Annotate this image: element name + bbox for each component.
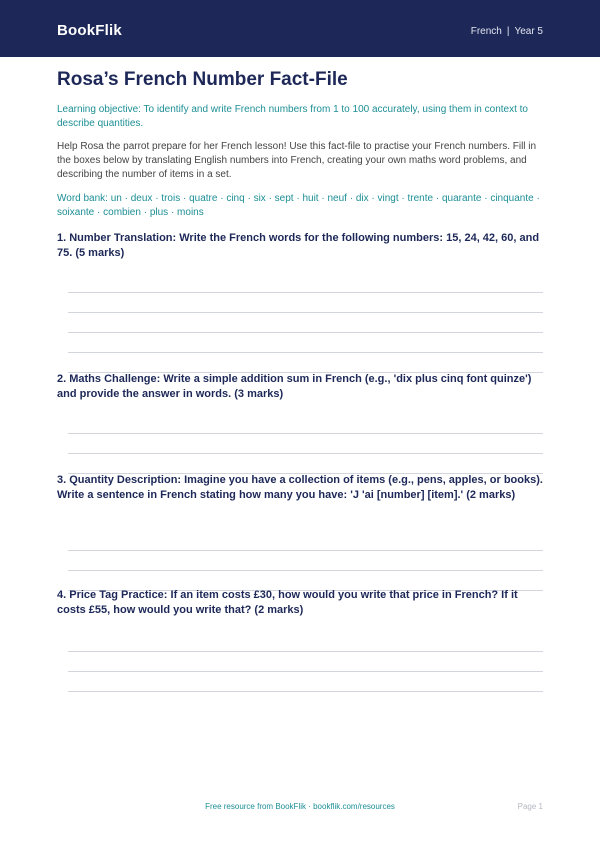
answer-area[interactable] — [57, 433, 543, 474]
footer-credit-link[interactable]: Free resource from BookFlik · bookflik.com/resources — [205, 802, 395, 811]
answer-area[interactable] — [57, 292, 543, 373]
answer-line[interactable] — [68, 292, 543, 293]
meta-separator: | — [506, 26, 510, 37]
page-footer — [0, 802, 600, 816]
question-3 — [57, 473, 543, 503]
question-text: 4. Price Tag Practice: If an item costs £30, how would you write that price in French? If it costs £55, how would you write that? (2 marks) — [57, 589, 518, 616]
answer-area[interactable] — [57, 651, 543, 692]
brand-logo: BookFlik — [57, 22, 122, 39]
answer-line[interactable] — [68, 312, 543, 313]
year-label: Year 5 — [514, 26, 543, 37]
answer-area[interactable] — [57, 550, 543, 591]
answer-line[interactable] — [68, 651, 543, 652]
question-text: 2. Maths Challenge: Write a simple addition sum in French (e.g., 'dix plus cinq font quinze') and provide the answer in words. (3 marks) — [57, 373, 532, 400]
word-bank: Word bank: un · deux · trois · quatre · cinq · six · sept · huit · neuf · dix · vingt · trente · quarante · cinquante · soixante · combien · plus · moins — [57, 193, 540, 218]
answer-line[interactable] — [68, 691, 543, 692]
page-title: Rosa’s French Number Fact-File — [57, 69, 348, 90]
question-4 — [57, 588, 543, 618]
subject-label: French — [470, 26, 502, 37]
answer-line[interactable] — [68, 550, 543, 551]
answer-line[interactable] — [68, 433, 543, 434]
intro-text: Help Rosa the parrot prepare for her French lesson! Use this fact-file to practise your French numbers. Fill in the boxes below by translating English numbers into French, creating your own maths word problems, and describing the number of items in a set. — [57, 141, 537, 180]
question-text: 3. Quantity Description: Imagine you have a collection of items (e.g., pens, apples, or books). Write a sentence in French stating how many you have: 'J 'ai [number] [item].' (2 marks) — [57, 474, 543, 501]
question-text: 1. Number Translation: Write the French words for the following numbers: 15, 24, 42, 60, and 75. (5 marks) — [57, 232, 540, 259]
worksheet-content — [57, 57, 543, 616]
subject-year — [471, 26, 543, 37]
answer-line[interactable] — [68, 570, 543, 571]
learning-objective: Learning objective: To identify and write French numbers from 1 to 100 accurately, using them in context to describe quantities. — [57, 104, 528, 129]
answer-line[interactable] — [68, 352, 543, 353]
page-number: Page 1 — [517, 802, 543, 811]
question-2 — [57, 372, 543, 402]
question-1 — [57, 231, 543, 261]
answer-line[interactable] — [68, 332, 543, 333]
answer-line[interactable] — [68, 453, 543, 454]
header-bar — [0, 0, 600, 57]
answer-line[interactable] — [68, 671, 543, 672]
